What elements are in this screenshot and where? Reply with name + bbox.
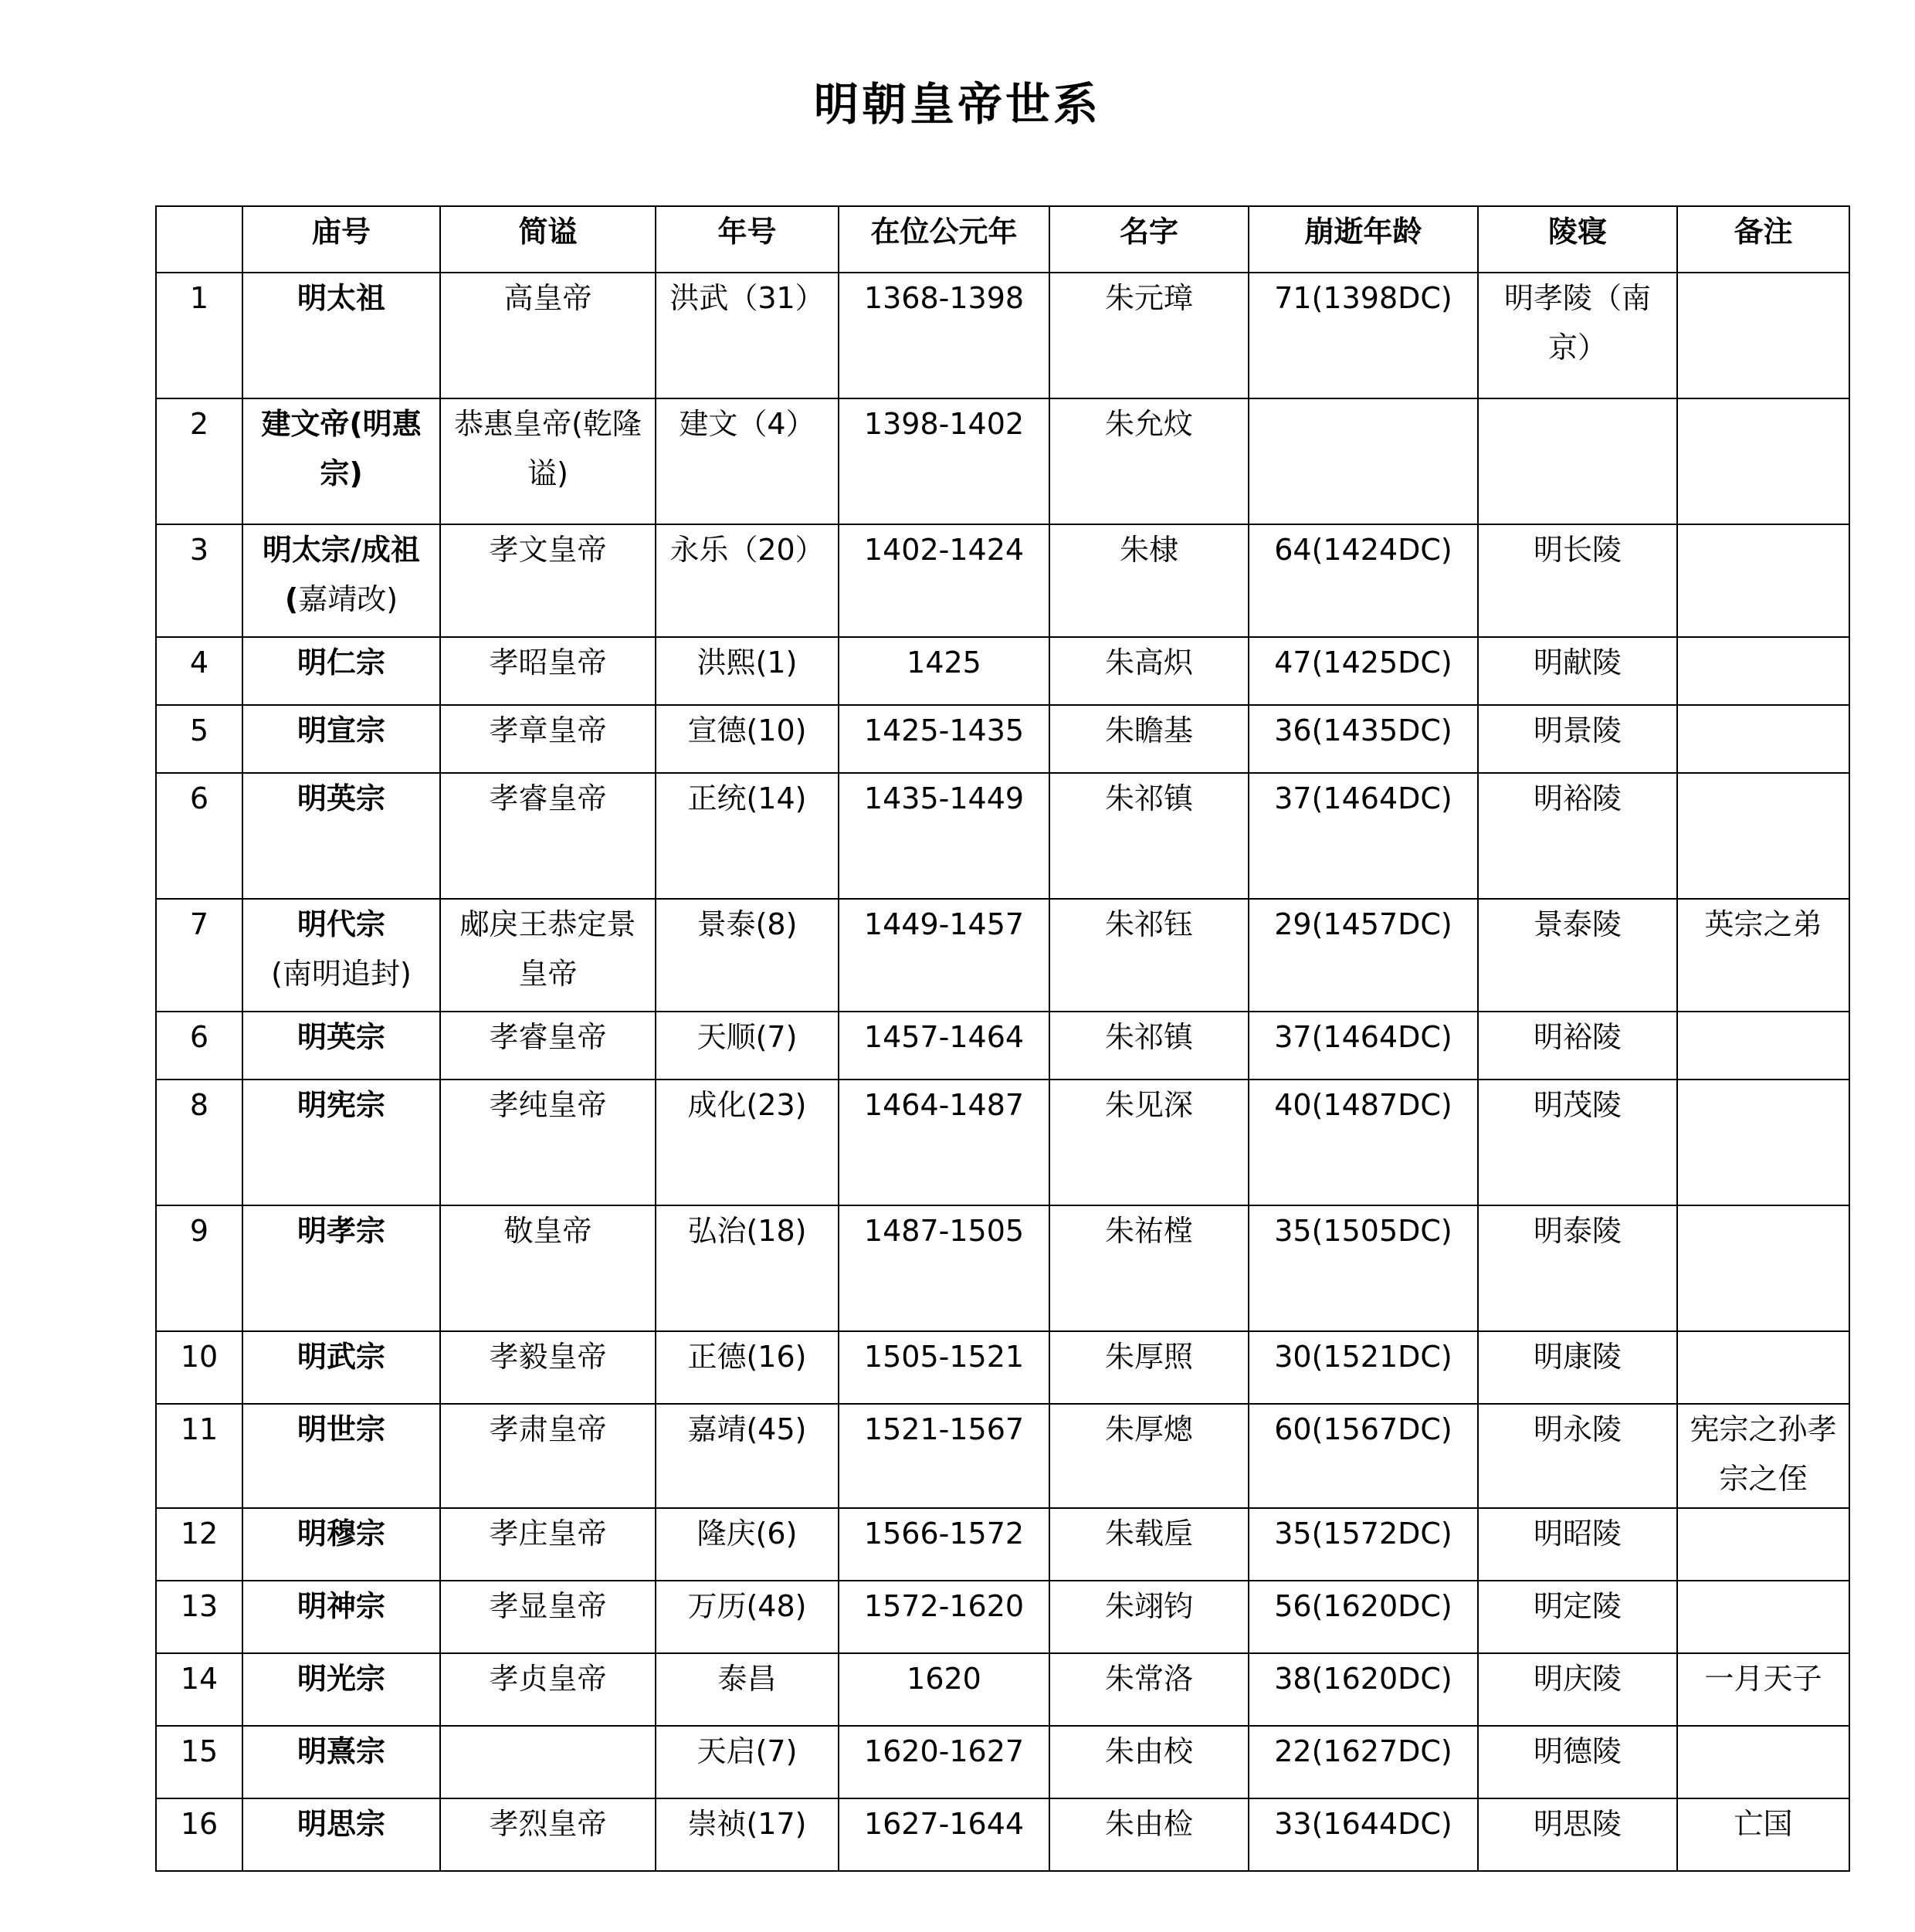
cell-personal-name: 朱高炽 xyxy=(1049,637,1249,705)
cell-index: 1 xyxy=(156,273,242,398)
cell-tomb: 明定陵 xyxy=(1478,1581,1677,1653)
cell-index: 10 xyxy=(156,1331,242,1404)
cell-tomb: 明德陵 xyxy=(1478,1726,1677,1798)
cell-temple-name xyxy=(242,398,440,524)
cell-reign-years: 1505-1521 xyxy=(839,1331,1049,1404)
temple-name-text: 明武宗 xyxy=(297,1340,385,1374)
table-row xyxy=(156,1205,1849,1331)
cell-era-name: 泰昌 xyxy=(656,1653,839,1726)
cell-reign-years: 1457-1464 xyxy=(839,1012,1049,1080)
cell-index: 11 xyxy=(156,1404,242,1508)
cell-posthumous-name: 孝昭皇帝 xyxy=(440,637,656,705)
cell-personal-name: 朱见深 xyxy=(1049,1080,1249,1205)
temple-name-text: 建文帝(明惠宗) xyxy=(261,407,422,490)
cell-reign-years: 1449-1457 xyxy=(839,899,1049,1012)
table-row xyxy=(156,398,1849,524)
cell-temple-name xyxy=(242,899,440,1012)
cell-temple-name xyxy=(242,1653,440,1726)
cell-remark xyxy=(1677,705,1849,773)
cell-reign-years: 1368-1398 xyxy=(839,273,1049,398)
cell-remark xyxy=(1677,398,1849,524)
cell-personal-name: 朱由校 xyxy=(1049,1726,1249,1798)
table-row xyxy=(156,705,1849,773)
cell-age-at-death: 37(1464DC) xyxy=(1249,1012,1478,1080)
cell-index: 2 xyxy=(156,398,242,524)
cell-era-name: 正德(16) xyxy=(656,1331,839,1404)
cell-remark xyxy=(1677,1012,1849,1080)
cell-personal-name: 朱祁镇 xyxy=(1049,773,1249,899)
cell-reign-years: 1398-1402 xyxy=(839,398,1049,524)
table-row xyxy=(156,773,1849,899)
cell-age-at-death: 30(1521DC) xyxy=(1249,1331,1478,1404)
header-index xyxy=(156,206,242,273)
cell-tomb: 明永陵 xyxy=(1478,1404,1677,1508)
table-row xyxy=(156,1508,1849,1581)
table-row xyxy=(156,1726,1849,1798)
cell-tomb: 明裕陵 xyxy=(1478,773,1677,899)
temple-name-text: 明仁宗 xyxy=(297,646,385,680)
cell-reign-years: 1402-1424 xyxy=(839,524,1049,637)
cell-era-name: 隆庆(6) xyxy=(656,1508,839,1581)
cell-posthumous-name: 孝章皇帝 xyxy=(440,705,656,773)
temple-name-text: 明穆宗 xyxy=(297,1517,385,1551)
cell-remark xyxy=(1677,273,1849,398)
cell-era-name: 嘉靖(45) xyxy=(656,1404,839,1508)
table-row xyxy=(156,1653,1849,1726)
cell-reign-years: 1464-1487 xyxy=(839,1080,1049,1205)
cell-posthumous-name: 郕戾王恭定景皇帝 xyxy=(440,899,656,1012)
cell-posthumous-name: 孝睿皇帝 xyxy=(440,773,656,899)
cell-era-name: 洪武（31） xyxy=(656,273,839,398)
temple-name-text: 明英宗 xyxy=(297,781,385,815)
cell-temple-name xyxy=(242,1012,440,1080)
cell-age-at-death: 60(1567DC) xyxy=(1249,1404,1478,1508)
cell-age-at-death: 47(1425DC) xyxy=(1249,637,1478,705)
cell-remark xyxy=(1677,1080,1849,1205)
cell-remark xyxy=(1677,637,1849,705)
cell-remark xyxy=(1677,1331,1849,1404)
cell-era-name: 宣德(10) xyxy=(656,705,839,773)
table-row xyxy=(156,637,1849,705)
cell-posthumous-name: 敬皇帝 xyxy=(440,1205,656,1331)
cell-age-at-death: 35(1572DC) xyxy=(1249,1508,1478,1581)
cell-remark xyxy=(1677,1508,1849,1581)
cell-tomb: 明裕陵 xyxy=(1478,1012,1677,1080)
cell-reign-years: 1425 xyxy=(839,637,1049,705)
header-personal-name: 名字 xyxy=(1049,206,1249,273)
cell-index: 6 xyxy=(156,1012,242,1080)
cell-index: 16 xyxy=(156,1798,242,1871)
cell-personal-name: 朱常洛 xyxy=(1049,1653,1249,1726)
header-remark: 备注 xyxy=(1677,206,1849,273)
cell-personal-name: 朱元璋 xyxy=(1049,273,1249,398)
cell-temple-name xyxy=(242,1404,440,1508)
cell-temple-name xyxy=(242,1205,440,1331)
cell-posthumous-name: 孝文皇帝 xyxy=(440,524,656,637)
table-row xyxy=(156,1404,1849,1508)
cell-temple-name xyxy=(242,524,440,637)
cell-age-at-death: 40(1487DC) xyxy=(1249,1080,1478,1205)
cell-reign-years: 1620 xyxy=(839,1653,1049,1726)
cell-age-at-death: 33(1644DC) xyxy=(1249,1798,1478,1871)
cell-temple-name xyxy=(242,1508,440,1581)
header-posthumous-name: 简谥 xyxy=(440,206,656,273)
cell-index: 15 xyxy=(156,1726,242,1798)
cell-tomb: 明康陵 xyxy=(1478,1331,1677,1404)
cell-posthumous-name xyxy=(440,1726,656,1798)
cell-temple-name xyxy=(242,705,440,773)
cell-remark: 宪宗之孙孝宗之侄 xyxy=(1677,1404,1849,1508)
cell-index: 14 xyxy=(156,1653,242,1726)
cell-tomb: 明茂陵 xyxy=(1478,1080,1677,1205)
cell-temple-name xyxy=(242,1581,440,1653)
cell-tomb: 景泰陵 xyxy=(1478,899,1677,1012)
cell-personal-name: 朱瞻基 xyxy=(1049,705,1249,773)
cell-posthumous-name: 孝毅皇帝 xyxy=(440,1331,656,1404)
cell-index: 5 xyxy=(156,705,242,773)
header-temple-name: 庙号 xyxy=(242,206,440,273)
cell-temple-name xyxy=(242,637,440,705)
cell-age-at-death: 37(1464DC) xyxy=(1249,773,1478,899)
cell-index: 7 xyxy=(156,899,242,1012)
cell-remark xyxy=(1677,524,1849,637)
cell-personal-name: 朱厚照 xyxy=(1049,1331,1249,1404)
header-age-at-death: 崩逝年龄 xyxy=(1249,206,1478,273)
cell-remark xyxy=(1677,1726,1849,1798)
cell-index: 6 xyxy=(156,773,242,899)
header-reign-years: 在位公元年 xyxy=(839,206,1049,273)
cell-tomb xyxy=(1478,398,1677,524)
emperor-table xyxy=(155,205,1850,1872)
cell-posthumous-name: 孝肃皇帝 xyxy=(440,1404,656,1508)
cell-index: 8 xyxy=(156,1080,242,1205)
table-row xyxy=(156,524,1849,637)
cell-tomb: 明庆陵 xyxy=(1478,1653,1677,1726)
temple-name-text: 明太祖 xyxy=(297,281,385,315)
cell-temple-name xyxy=(242,1726,440,1798)
cell-remark xyxy=(1677,1581,1849,1653)
cell-temple-name xyxy=(242,1798,440,1871)
table-row xyxy=(156,899,1849,1012)
cell-remark: 亡国 xyxy=(1677,1798,1849,1871)
cell-reign-years: 1435-1449 xyxy=(839,773,1049,899)
temple-name-text: 明光宗 xyxy=(297,1662,385,1696)
cell-temple-name xyxy=(242,1080,440,1205)
cell-remark: 英宗之弟 xyxy=(1677,899,1849,1012)
temple-name-text: 明孝宗 xyxy=(297,1214,385,1248)
cell-age-at-death: 22(1627DC) xyxy=(1249,1726,1478,1798)
temple-name-text: 明思宗 xyxy=(297,1807,385,1841)
cell-tomb: 明长陵 xyxy=(1478,524,1677,637)
cell-reign-years: 1487-1505 xyxy=(839,1205,1049,1331)
cell-age-at-death: 56(1620DC) xyxy=(1249,1581,1478,1653)
cell-reign-years: 1627-1644 xyxy=(839,1798,1049,1871)
cell-posthumous-name: 孝睿皇帝 xyxy=(440,1012,656,1080)
cell-era-name: 洪熙(1) xyxy=(656,637,839,705)
cell-age-at-death xyxy=(1249,398,1478,524)
table-row xyxy=(156,1581,1849,1653)
cell-personal-name: 朱棣 xyxy=(1049,524,1249,637)
cell-era-name: 崇祯(17) xyxy=(656,1798,839,1871)
cell-posthumous-name: 恭惠皇帝(乾隆谥) xyxy=(440,398,656,524)
table-row xyxy=(156,1012,1849,1080)
cell-personal-name: 朱祁镇 xyxy=(1049,1012,1249,1080)
cell-reign-years: 1566-1572 xyxy=(839,1508,1049,1581)
cell-age-at-death: 64(1424DC) xyxy=(1249,524,1478,637)
cell-era-name: 建文（4） xyxy=(656,398,839,524)
cell-reign-years: 1572-1620 xyxy=(839,1581,1049,1653)
cell-remark xyxy=(1677,773,1849,899)
cell-personal-name: 朱翊钧 xyxy=(1049,1581,1249,1653)
cell-personal-name: 朱由检 xyxy=(1049,1798,1249,1871)
cell-personal-name: 朱允炆 xyxy=(1049,398,1249,524)
cell-posthumous-name: 高皇帝 xyxy=(440,273,656,398)
table-row xyxy=(156,1798,1849,1871)
cell-temple-name xyxy=(242,273,440,398)
cell-era-name: 成化(23) xyxy=(656,1080,839,1205)
cell-tomb: 明思陵 xyxy=(1478,1798,1677,1871)
cell-posthumous-name: 孝贞皇帝 xyxy=(440,1653,656,1726)
cell-era-name: 正统(14) xyxy=(656,773,839,899)
cell-index: 12 xyxy=(156,1508,242,1581)
cell-index: 4 xyxy=(156,637,242,705)
temple-name-text: 明熹宗 xyxy=(297,1734,385,1768)
cell-remark xyxy=(1677,1205,1849,1331)
cell-posthumous-name: 孝烈皇帝 xyxy=(440,1798,656,1871)
header-tomb: 陵寝 xyxy=(1478,206,1677,273)
cell-era-name: 天启(7) xyxy=(656,1726,839,1798)
temple-name-text: 明宣宗 xyxy=(297,713,385,747)
cell-index: 3 xyxy=(156,524,242,637)
table-row xyxy=(156,1331,1849,1404)
cell-index: 13 xyxy=(156,1581,242,1653)
cell-posthumous-name: 孝纯皇帝 xyxy=(440,1080,656,1205)
cell-tomb: 明景陵 xyxy=(1478,705,1677,773)
cell-reign-years: 1425-1435 xyxy=(839,705,1049,773)
temple-name-text: 明神宗 xyxy=(297,1589,385,1623)
cell-era-name: 万历(48) xyxy=(656,1581,839,1653)
cell-age-at-death: 36(1435DC) xyxy=(1249,705,1478,773)
cell-personal-name: 朱厚熜 xyxy=(1049,1404,1249,1508)
cell-age-at-death: 29(1457DC) xyxy=(1249,899,1478,1012)
cell-temple-name xyxy=(242,1331,440,1404)
cell-tomb: 明孝陵（南京） xyxy=(1478,273,1677,398)
cell-era-name: 弘治(18) xyxy=(656,1205,839,1331)
temple-name-text: 明太宗/成祖( xyxy=(263,533,420,616)
cell-age-at-death: 35(1505DC) xyxy=(1249,1205,1478,1331)
table-row xyxy=(156,273,1849,398)
cell-tomb: 明昭陵 xyxy=(1478,1508,1677,1581)
cell-era-name: 景泰(8) xyxy=(656,899,839,1012)
cell-temple-name xyxy=(242,773,440,899)
cell-posthumous-name: 孝显皇帝 xyxy=(440,1581,656,1653)
cell-era-name: 天顺(7) xyxy=(656,1012,839,1080)
cell-tomb: 明献陵 xyxy=(1478,637,1677,705)
header-era-name: 年号 xyxy=(656,206,839,273)
cell-personal-name: 朱祁钰 xyxy=(1049,899,1249,1012)
temple-name-text: 明宪宗 xyxy=(297,1088,385,1122)
temple-name-note: (南明追封) xyxy=(271,957,412,991)
table-row xyxy=(156,1080,1849,1205)
cell-reign-years: 1521-1567 xyxy=(839,1404,1049,1508)
cell-index: 9 xyxy=(156,1205,242,1331)
cell-remark: 一月天子 xyxy=(1677,1653,1849,1726)
cell-personal-name: 朱祐樘 xyxy=(1049,1205,1249,1331)
cell-era-name: 永乐（20） xyxy=(656,524,839,637)
cell-personal-name: 朱载垕 xyxy=(1049,1508,1249,1581)
cell-age-at-death: 38(1620DC) xyxy=(1249,1653,1478,1726)
cell-age-at-death: 71(1398DC) xyxy=(1249,273,1478,398)
temple-name-text: 明代宗 xyxy=(297,907,385,941)
page-title: 明朝皇帝世系 xyxy=(813,78,1101,130)
temple-name-text: 明世宗 xyxy=(297,1412,385,1446)
header-row xyxy=(156,206,1849,273)
temple-name-note: 嘉靖改) xyxy=(298,582,398,616)
cell-tomb: 明泰陵 xyxy=(1478,1205,1677,1331)
temple-name-text: 明英宗 xyxy=(297,1020,385,1054)
cell-posthumous-name: 孝庄皇帝 xyxy=(440,1508,656,1581)
cell-reign-years: 1620-1627 xyxy=(839,1726,1049,1798)
